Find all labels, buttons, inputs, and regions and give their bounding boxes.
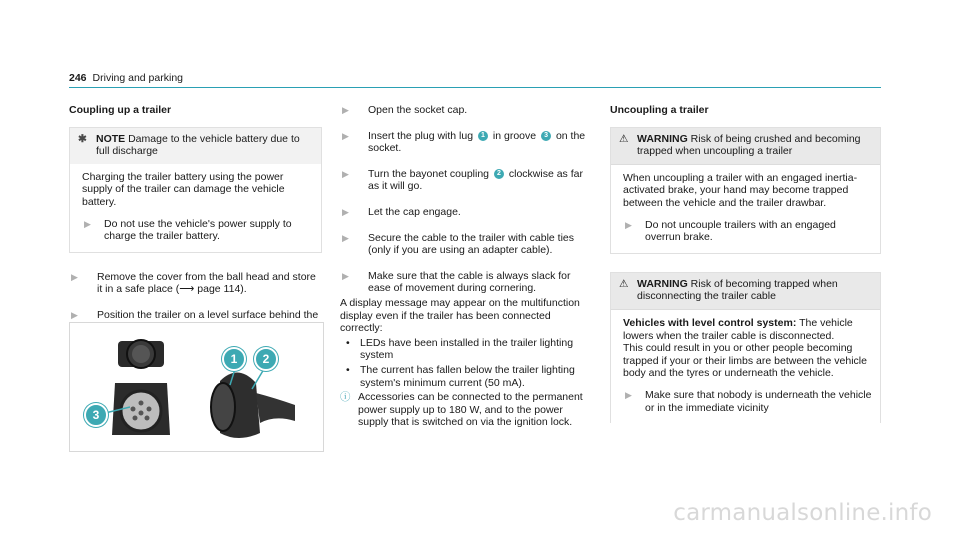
middle-column (340, 104, 595, 429)
callout-1: 1 (222, 347, 246, 371)
step-arrow-icon: ▶ (84, 218, 91, 229)
warning1-label: WARNING (637, 132, 688, 145)
callout-2: 2 (254, 347, 278, 371)
warning2-body1: The vehicle lowers when the trailer cable is disconnected. (623, 316, 853, 342)
warning1-body: When uncoupling a trailer with an engaged inertia-activated brake, your hand may become trapped between the vehicle and the trailer drawbar. (623, 171, 858, 209)
warning1-text: Risk of being crushed and becoming trapped when uncoupling a trailer (637, 132, 861, 158)
bullet-dot-icon: • (346, 363, 350, 376)
header-rule (69, 87, 881, 88)
step-arrow-icon: ▶ (625, 219, 632, 230)
left-column (69, 104, 322, 347)
watermark: carmanualsonline.info (673, 500, 932, 527)
warning1-action: Do not uncouple trailers with an engaged overrun brake. (645, 218, 836, 244)
step-secure-cable: Secure the cable to the trailer with cable ties (only if you are using an adapter cable). (368, 231, 575, 257)
step-turn-bayonet: Turn the bayonet coupling 2 clockwise as far as it will go. (368, 167, 583, 193)
note-body: Charging the trailer battery using the power supply of the trailer can damage the vehicle battery. (82, 170, 285, 208)
warning2-text: Risk of becoming trapped when disconnecting the trailer cable (637, 277, 838, 303)
callout-3: 3 (84, 403, 108, 427)
step-arrow-icon: ▶ (342, 270, 349, 281)
step-remove-cover: Remove the cover from the ball head and store it in a safe place (⟶ page 114). (97, 270, 316, 296)
uncoupling-heading: Uncoupling a trailer (610, 104, 709, 116)
right-column (610, 104, 881, 423)
step-cap-engage: Let the cap engage. (368, 205, 461, 218)
warning-box-2 (610, 272, 881, 423)
step-arrow-icon: ▶ (342, 206, 349, 217)
warning-triangle-icon: ⚠ (619, 132, 629, 145)
socket-plug-illustration (70, 323, 323, 451)
socket-plug-figure (69, 322, 324, 452)
bullet-dot-icon: • (346, 336, 350, 349)
page-header (69, 72, 183, 85)
warning-box-1 (610, 127, 881, 254)
plug-cable-icon (256, 393, 295, 423)
warning-triangle-icon: ⚠ (619, 277, 629, 290)
note-label: NOTE (96, 132, 126, 145)
callout-bayonet-badge: 2 (494, 169, 504, 179)
step-open-cap: Open the socket cap. (368, 104, 468, 116)
warning2-action: Make sure that nobody is underneath the vehicle or in the immediate vicinity (645, 388, 872, 414)
step-cable-slack: Make sure that the cable is always slack for ease of movement during cornering. (368, 269, 571, 295)
note-box (69, 127, 322, 253)
note-action: Do not use the vehicle's power supply to charge the trailer battery. (104, 217, 292, 243)
step-arrow-icon: ▶ (342, 168, 349, 179)
step-arrow-icon: ▶ (342, 232, 349, 243)
section-title: Driving and parking (92, 72, 183, 84)
step-arrow-icon: ▶ (71, 309, 78, 320)
coupling-heading: Coupling up a trailer (69, 104, 172, 116)
callout-lug-badge: 1 (478, 131, 488, 141)
bullet-leds: LEDs have been installed in the trailer lighting system (360, 336, 574, 362)
note-icon: ✱ (78, 132, 87, 145)
step-arrow-icon: ▶ (342, 105, 349, 115)
warning2-lead: Vehicles with level control system: (623, 316, 797, 329)
step-arrow-icon: ▶ (71, 271, 78, 282)
info-accessories: Accessories can be connected to the permanent power supply up to 180 W, and to the power supply that is switched on via the ignition lock. (358, 391, 583, 429)
step-position-trailer: Position the trailer on a level surface behind the (97, 308, 319, 321)
note-text: Damage to the vehicle battery due to full discharge (96, 132, 300, 158)
bullet-current: The current has fallen below the trailer lighting system's minimum current (50 mA). (360, 363, 575, 389)
warning2-body2: This could result in you or other people becoming trapped if your or their limbs are between the vehicle body and the tyres or underneath the vehicle. (623, 342, 867, 380)
info-icon: ⓘ (340, 391, 351, 404)
display-message-paragraph: A display message may appear on the multifunction display even if the trailer has been connected correctly: (340, 296, 580, 335)
step-arrow-icon: ▶ (625, 389, 632, 400)
step-arrow-icon: ▶ (342, 130, 349, 141)
page-number: 246 (69, 72, 87, 84)
step-insert-plug: Insert the plug with lug 1 in groove 3 on the socket. (368, 129, 586, 155)
warning2-label: WARNING (637, 277, 688, 290)
callout-groove-badge: 3 (541, 131, 551, 141)
